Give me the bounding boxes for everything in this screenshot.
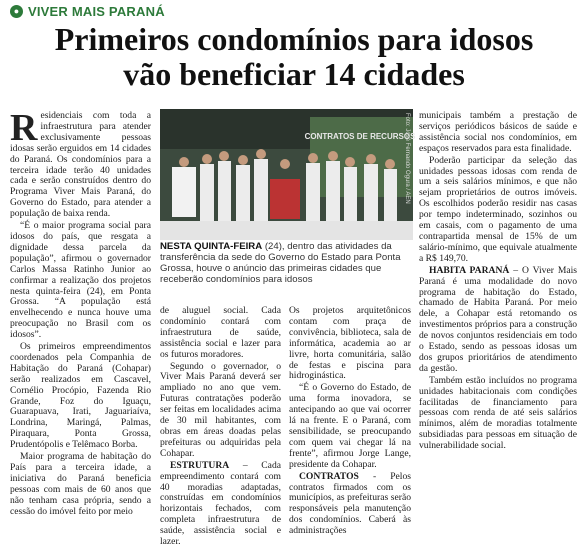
article-column-4 xyxy=(419,111,577,509)
photo-credit: Foto: José Fernando Ogura / AEN xyxy=(404,113,410,204)
bullet-circle-icon: ● xyxy=(10,5,23,18)
article-paragraph: ESTRUTURA – Cada empreendimento contará com 40 moradias adaptadas, construídas em condomínios horizontais fechados, com completa infraestrutura de saúde, assistência social e lazer. xyxy=(160,459,281,548)
article-paragraph: municipais também a prestação de serviços periódicos básicos de saúde e assistência social nos condomínios, em espaços reservados para esta finalidade. xyxy=(419,110,577,154)
article-paragraph: Os primeiros empreendimentos coordenados pela Companhia de Habitação do Paraná (Cohapar) serão realizados em Cascavel, Cornélio Procópio, Fazenda Rio Grande, Foz do Iguaçu, Guarapuava, Irati, Jaguariaíva, Londrina, Maringá, Palmas, Piraquara, Ponta Grossa, Prudentópolis e Telêmaco Borba. xyxy=(10,341,151,451)
subheading-estrutura: ESTRUTURA xyxy=(170,459,230,471)
article-column-3 xyxy=(289,305,411,537)
article-paragraph: Também estão incluídos no programa unidades habitacionais com condições facilitadas de financiamento para pessoas com renda de até seis salários mínimos, além de moradias totalmente subsidiadas para pessoas em situação de vulnerabilidade social. xyxy=(419,374,577,452)
article-paragraph: “É o Governo do Estado, de uma forma inovadora, se antecipando ao que vai ocorrer lá na frente. E o Paraná, com sensibilidade, se preocupando com quem vai chegar lá na frente”, afirmou Jorge Lange, presidente da Cohapar. xyxy=(289,382,411,470)
photo-illustration xyxy=(160,109,416,240)
article-paragraph: Os projetos arquitetônicos contam com praça de convivência, biblioteca, sala de informática, academia ao ar livre, horta comunitária, salão de festas e piscina para hidroginástica. xyxy=(289,305,411,382)
article-paragraph: HABITA PARANÁ – O Viver Mais Paraná é uma modalidade do novo programa de habitação do Estado, chamado de Habita Paraná. Por meio dele, a Cohapar está retomando os investimentos próprios para a construção de novos conjuntos residenciais em todo o Estado, sendo as pessoas idosas um dos grupos prioritários de atendimento da gestão. xyxy=(419,264,578,374)
article-paragraph: Residenciais com toda a infraestrutura para atender exclusivamente pessoas idosas serão erguidos em 14 cidades do Paraná. Os condomínios para a terceira idade terão 40 unidades cada e serão construídos dentro do Programa Viver Mais Paraná, do Governo do Estado, para atender a população de baixa renda. xyxy=(10,107,151,220)
article-paragraph: “É o maior programa social para idosos do país, que resgata a dignidade dessa parcela da população”, afirmou o governador Carlos Massa Ratinho Junior ao confirmar a realização dos projetos nesta quinta-feira (24), em Ponta Grossa. “A população está envelhecendo e nunca houve uma preocupação no Brasil com os idosos”. xyxy=(10,220,151,341)
article-paragraph: Maior programa de habitação do País para a terceira idade, a iniciativa do Paraná beneficia pessoas com mais de 60 anos que não tenham casa própria, sendo a cessão do imóvel feito por meio xyxy=(10,451,151,517)
article-paragraph: de aluguel social. Cada condomínio contará com infraestrutura de saúde, assistência social e lazer para os futuros moradores. xyxy=(160,305,281,360)
section-label: VIVER MAIS PARANÁ xyxy=(28,3,165,19)
headline-line-1: Primeiros condomínios para idosos xyxy=(54,21,534,57)
caption-text: (24), dentro das atividades da transferência da sede do Governo do Estado para Ponta Grossa, houve o anúncio das primeiras cidades que receberão condomínios para idosos xyxy=(160,241,401,285)
article-paragraph: CONTRATOS - Pelos contratos firmados com os municípios, as prefeituras serão responsáveis pela manutenção dos condomínios. Caberá às administrações xyxy=(289,470,411,537)
subheading-habita-parana: HABITA PARANÁ xyxy=(429,264,510,276)
section-header xyxy=(10,2,165,20)
headline-line-2: vão beneficiar 14 cidades xyxy=(123,56,465,92)
panel-text: CONTRATOS DE RECURSOS xyxy=(304,132,416,141)
photo-caption xyxy=(160,241,413,285)
article-paragraph: Segundo o governador, o Viver Mais Paraná deverá ser ampliado no ano que vem. Futuras contratações poderão ser feitas em localidades acima de 30 mil habitantes, com obras em áreas doadas pelas prefeituras ou adquiridas pela Cohapar. xyxy=(160,360,281,459)
subheading-contratos: CONTRATOS xyxy=(299,470,359,482)
article-paragraph: Poderão participar da seleção das unidades pessoas idosas com renda de um a seis salários mínimos, e que não sejam proprietários de outros imóveis. Os escolhidos poderão residir nas casas por tempo indeterminado, sozinhos ou em casais, com o pagamento de uma contrapartida mensal de 15% de um salário-mínimo, que equivale atualmente a R$ 149,70. xyxy=(419,154,577,264)
article-column-1 xyxy=(10,107,151,517)
dropcap: R xyxy=(10,107,38,149)
caption-lead: NESTA QUINTA-FEIRA xyxy=(160,241,263,252)
article-column-2 xyxy=(160,305,281,548)
headline xyxy=(0,22,588,92)
news-photo xyxy=(160,109,416,240)
